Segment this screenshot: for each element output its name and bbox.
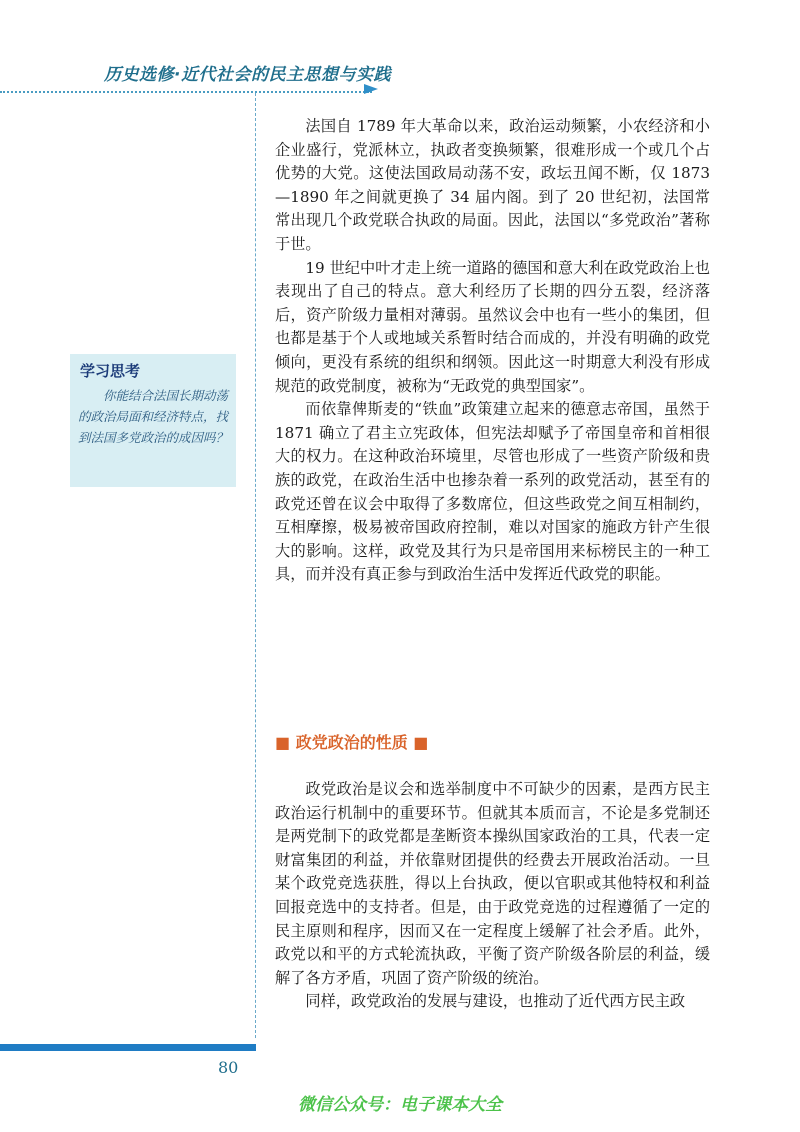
page-number: 80 bbox=[218, 1058, 239, 1077]
sidebar-title: 学习思考 bbox=[80, 362, 141, 380]
main-text bbox=[275, 115, 710, 587]
paragraph: 法国自 1789 年大革命以来，政治运动频繁，小农经济和小企业盛行，党派林立，执政者变换频繁，很难形成一个或几个占优势的大党。这使法国政局动荡不安，政坛丑闻不断，仅 1873—1890 年之间就更换了 34 届内阁。到了 20 世纪初，法国常常出现几个政党联合执政的局面。因此，法国以“多党政治”著称于世。 bbox=[275, 117, 710, 253]
sidebar-question: 你能结合法国长期动荡的政治局面和经济特点，找到法国多党政治的成因吗？ bbox=[78, 388, 229, 445]
footer-bar bbox=[0, 1044, 256, 1051]
paragraph: 政党政治是议会和选举制度中不可缺少的因素，是西方民主政治运行机制中的重要环节。但就其本质而言，不论是多党制还是两党制下的政党都是垄断资本操纵国家政治的工具，代表一定财富集团的利益，并依靠财团提供的经费去开展政治活动。一旦某个政党竞选获胜，得以上台执政，便以官职或其他特权和利益回报竞选中的支持者。但是，由于政党竞选的过程遵循了一定的民主原则和程序，因而又在一定程度上缓解了社会矛盾。此外，政党以和平的方式轮流执政，平衡了资产阶级各阶层的利益，缓解了各方矛盾，巩固了资产阶级的统治。 bbox=[275, 780, 710, 987]
study-thinking-box bbox=[70, 354, 236, 487]
paragraph: 同样，政党政治的发展与建设，也推动了近代西方民主政 bbox=[305, 992, 686, 1011]
paragraph: 而依靠俾斯麦的“铁血”政策建立起来的德意志帝国，虽然于 1871 确立了君主立宪政体，但宪法却赋予了帝国皇帝和首相很大的权力。在这种政治环境里，尽管也形成了一些资产阶级和贵族的政党，在政治生活中也掺杂着一系列的政党活动，甚至有的政党还曾在议会中取得了多数席位，但这些政党之间互相制约，互相摩擦，极易被帝国政府控制，难以对国家的施政方针产生很大的影响。这样，政党及其行为只是帝国用来标榜民主的一种工具，而并没有真正参与到政治生活中发挥近代政党的职能。 bbox=[275, 400, 710, 584]
watermark: 微信公众号：电子课本大全 bbox=[298, 1095, 502, 1115]
header-arrow-icon bbox=[364, 84, 378, 94]
header-dotted-rule bbox=[0, 91, 372, 93]
margin-divider bbox=[255, 93, 256, 1038]
section-heading: ■ 政党政治的性质 ■ bbox=[275, 733, 429, 752]
header-title: 历史选修·近代社会的民主思想与实践 bbox=[104, 65, 391, 85]
section-text bbox=[275, 778, 710, 1014]
paragraph: 19 世纪中叶才走上统一道路的德国和意大利在政党政治上也表现出了自己的特点。意大利经历了长期的四分五裂，经济落后，资产阶级力量相对薄弱。虽然议会中也有一些小的集团，但也都是基于个人或地域关系暂时结合而成的，并没有明确的政党倾向，更没有系统的组织和纲领。因此这一时期意大利没有形成规范的政党制度，被称为“无政党的典型国家”。 bbox=[275, 258, 710, 395]
